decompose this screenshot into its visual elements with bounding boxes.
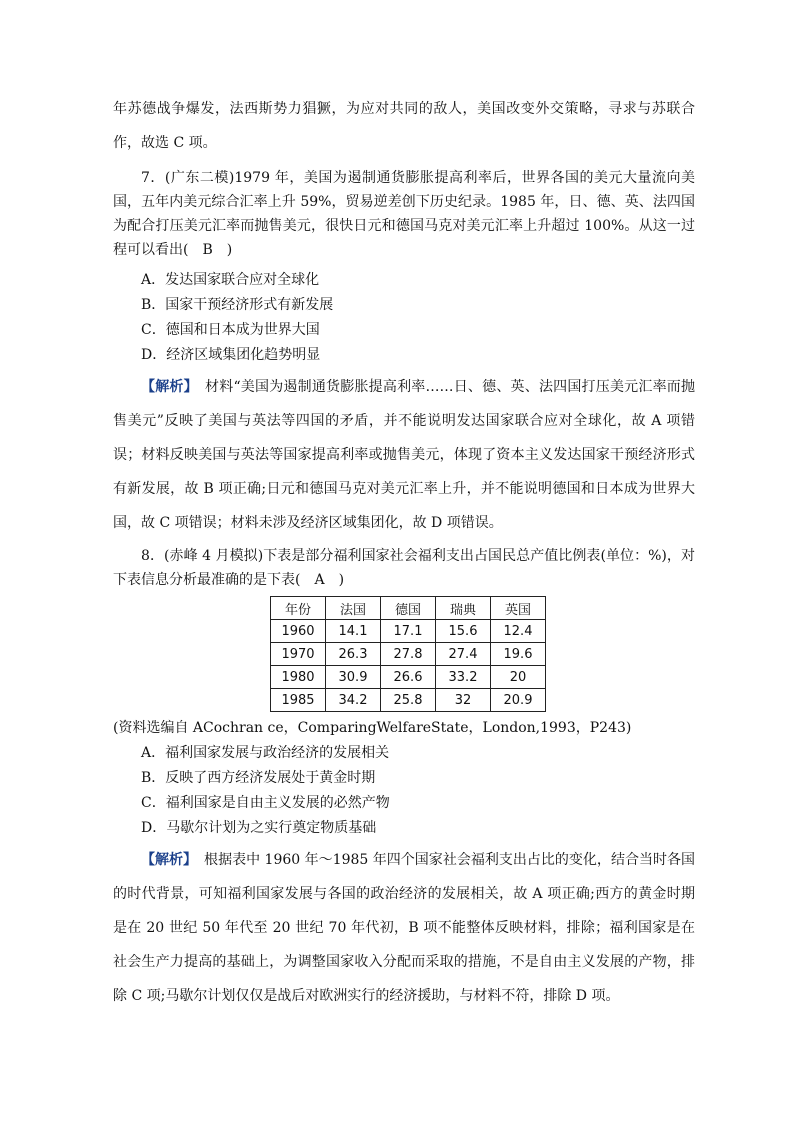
table-cell: 26.6	[381, 666, 436, 689]
table-row	[271, 620, 546, 643]
table-cell: 1960	[271, 620, 326, 643]
table-cell: 19.6	[491, 643, 546, 666]
table-cell: 20	[491, 666, 546, 689]
table-row	[271, 689, 546, 712]
carryover-paragraph: 年苏德战争爆发，法西斯势力猖獗，为应对共同的敌人，美国改变外交策略，寻求与苏联合作，故选 C 项。	[113, 101, 695, 151]
q7-option-c: C．德国和日本成为世界大国	[141, 322, 320, 338]
table-cell: 12.4	[491, 620, 546, 643]
table-cell: 1980	[271, 666, 326, 689]
table-header: 法国	[326, 597, 381, 620]
table-cell: 26.3	[326, 643, 381, 666]
question-8-stem: 8．(赤峰 4 月模拟)下表是部分福利国家社会福利支出占国民总产值比例表(单位：%)，对下表信息分析最准确的是下表( A )	[113, 548, 695, 588]
table-header: 德国	[381, 597, 436, 620]
table-cell: 1970	[271, 643, 326, 666]
q8-option-b: B．反映了西方经济发展处于黄金时期	[141, 770, 376, 786]
table-cell: 32	[436, 689, 491, 712]
table-row	[271, 666, 546, 689]
q8-option-c: C．福利国家是自由主义发展的必然产物	[141, 795, 390, 811]
q7-option-a: A．发达国家联合应对全球化	[141, 272, 320, 288]
table-cell: 27.8	[381, 643, 436, 666]
table-source-note: (资料选编自 ACochran ce，ComparingWelfareState，London,1993，P243)	[113, 720, 632, 736]
q7-analysis	[113, 370, 695, 540]
table-cell: 30.9	[326, 666, 381, 689]
welfare-table	[270, 596, 546, 712]
analysis-text: 根据表中 1960 年～1985 年四个国家社会福利支出占比的变化，结合当时各国的时代背景，可知福利国家发展与各国的政治经济的发展相关，故 A 项正确;西方的黄金时期是在 20 世纪 50 年代至 20 世纪 70 年代初，B 项不能整体反映材料，排除；福利国家是在社会生产力提高的基础上，为调整国家收入分配而采取的措施，不是自由主义发展的产物，排除 C 项;马歇尔计划仅仅是战后对欧洲实行的经济援助，与材料不符，排除 D 项。	[113, 852, 696, 1004]
table-header: 瑞典	[436, 597, 491, 620]
q8-analysis	[113, 843, 695, 1013]
analysis-text: 材料“美国为遏制通货膨胀提高利率……日、德、英、法四国打压美元汇率而抛售美元”反映了美国与英法等四国的矛盾，并不能说明发达国家联合应对全球化，故 A 项错误；材料反映美国与英法等国家提高利率或抛售美元，体现了资本主义发达国家干预经济形式有新发展，故 B 项正确;日元和德国马克对美元汇率上升，并不能说明德国和日本成为世界大国，故 C 项错误；材料未涉及经济区域集团化，故 D 项错误。	[113, 379, 696, 531]
analysis-tag: 【解析】	[141, 379, 191, 395]
q7-option-b: B．国家干预经济形式有新发展	[141, 297, 334, 313]
table-cell: 1985	[271, 689, 326, 712]
table-cell: 27.4	[436, 643, 491, 666]
table-header: 年份	[271, 597, 326, 620]
table-cell: 15.6	[436, 620, 491, 643]
table-cell: 20.9	[491, 689, 546, 712]
analysis-tag: 【解析】	[141, 852, 191, 868]
q8-option-d: D．马歇尔计划为之实行奠定物质基础	[141, 820, 377, 836]
q8-option-a: A．福利国家发展与政治经济的发展相关	[141, 745, 390, 761]
table-cell: 34.2	[326, 689, 381, 712]
table-header: 英国	[491, 597, 546, 620]
table-cell: 33.2	[436, 666, 491, 689]
table-cell: 25.8	[381, 689, 436, 712]
table-header-row	[271, 597, 546, 620]
table-cell: 14.1	[326, 620, 381, 643]
q7-option-d: D．经济区域集团化趋势明显	[141, 347, 321, 363]
table-cell: 17.1	[381, 620, 436, 643]
table-row	[271, 643, 546, 666]
question-7-stem: 7．(广东二模)1979 年，美国为遏制通货膨胀提高利率后，世界各国的美元大量流向美国，五年内美元综合汇率上升 59%，贸易逆差创下历史纪录。1985 年，日、德、英、法四国为配合打压美元汇率而抛售美元，很快日元和德国马克对美元汇率上升超过 100%。从这一过程可以看出( B )	[113, 170, 695, 258]
